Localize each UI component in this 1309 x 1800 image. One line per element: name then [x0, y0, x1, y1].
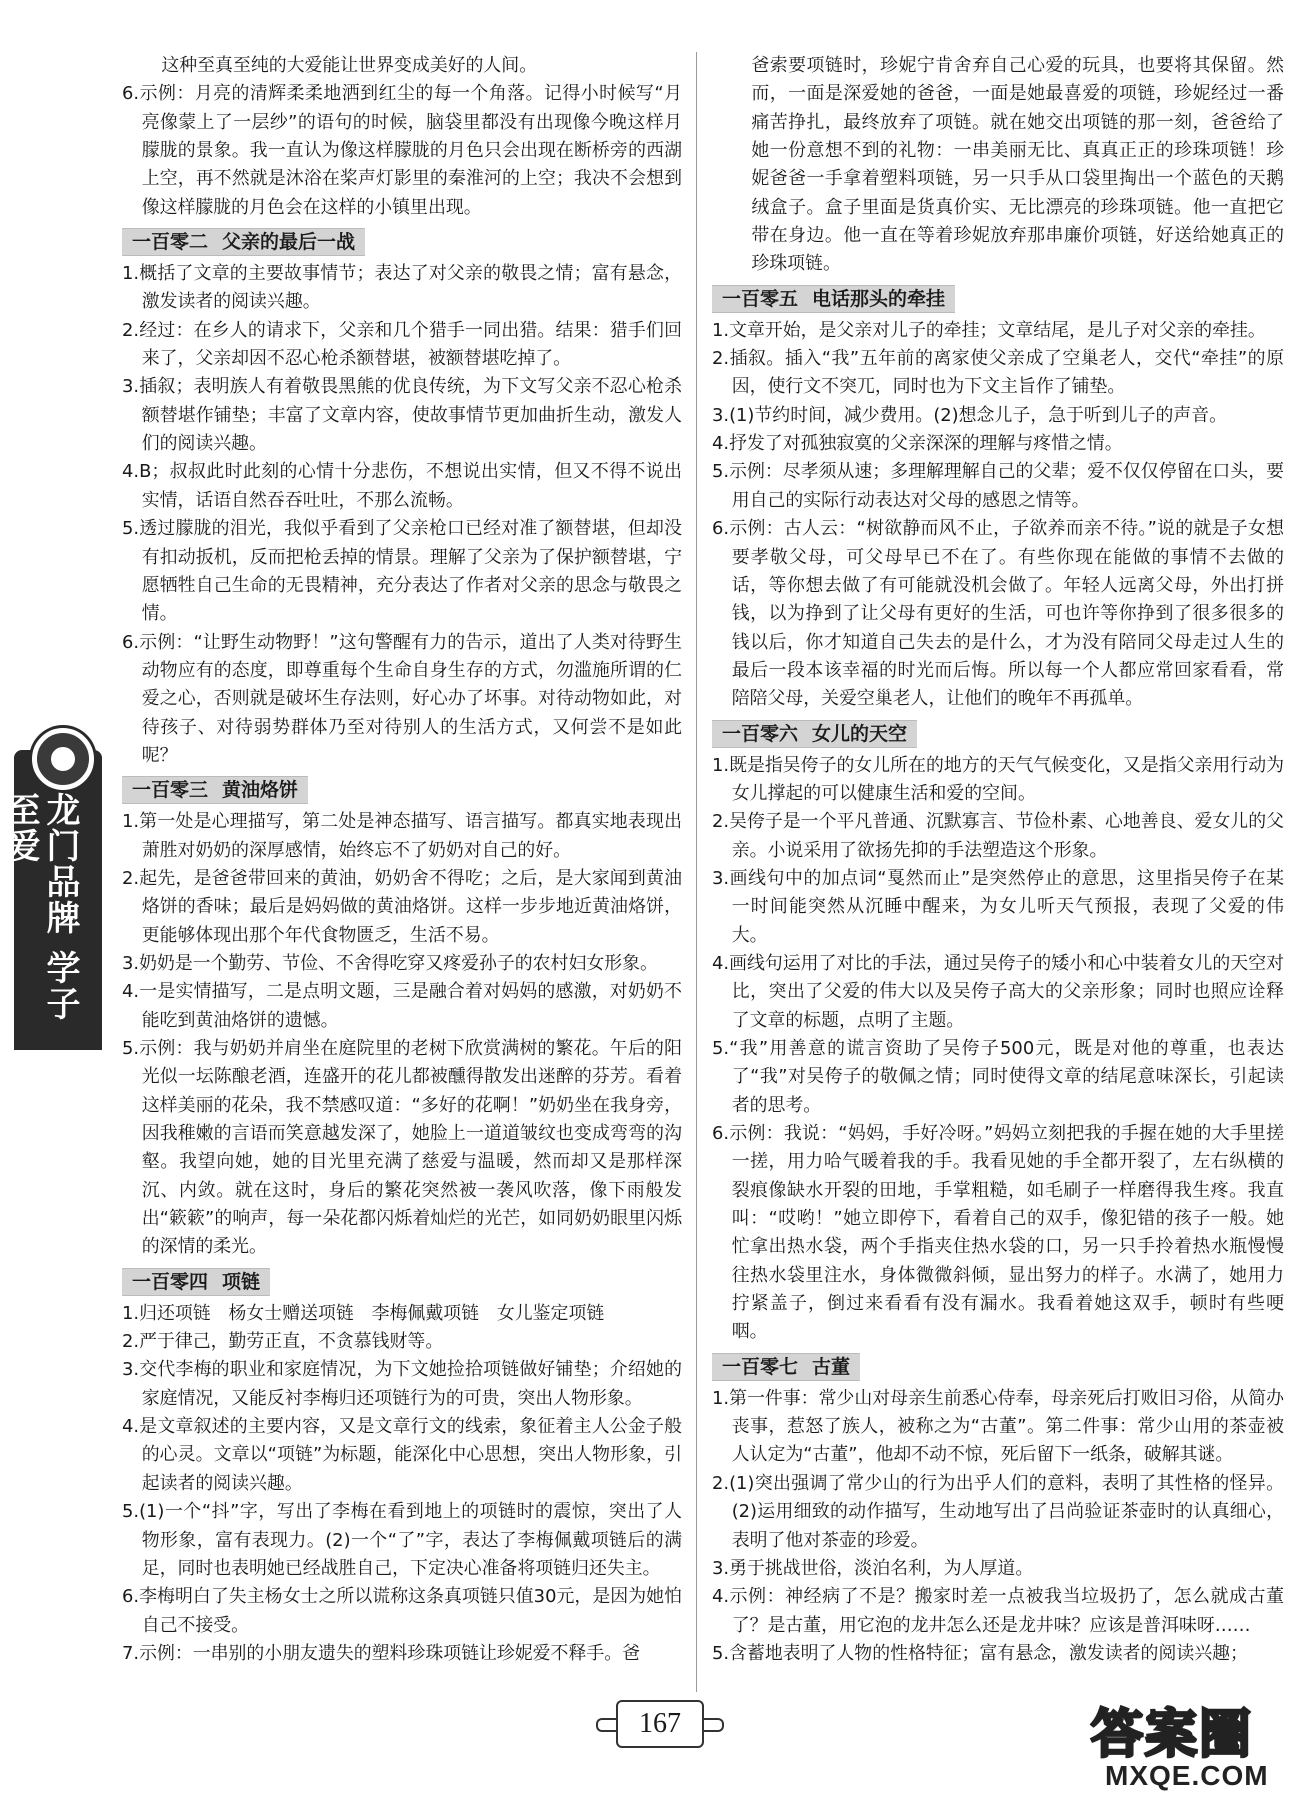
section-header — [122, 770, 682, 808]
side-banner — [0, 750, 102, 1050]
answer-item: 2.(1)突出强调了常少山的行为出乎人们的意料，表明了其性格的怪异。(2)运用细致的动作描写，生动地写出了吕尚验证茶壶时的认真细心，表明了他对茶壶的珍爱。 — [712, 1472, 1284, 1551]
answer-item: 3.画线句中的加点词“戛然而止”是突然停止的意思，这里指吴侉子在某一时间能突然从沉睡中醒来，为女儿听天气预报，表现了父爱的伟大。 — [712, 867, 1284, 946]
right-column — [712, 52, 1284, 1668]
left-column — [122, 52, 682, 1668]
column-divider — [696, 52, 697, 1692]
answer-item: 6.示例：“让野生动物野！”这句警醒有力的告示，道出了人类对待野生动物应有的态度，即尊重每个生命自身生存的方式，勿滥施所谓的仁爱之心，否则就是破坏生存法则，好心办了坏事。对待动物如此，对待孩子、对待弱势群体乃至对待别人的生活方式，又何尝不是如此呢？ — [122, 631, 682, 766]
answer-item: 2.经过：在乡人的请求下，父亲和几个猎手一同出猎。结果：猎手们回来了，父亲却因不忍心枪杀额替堪，被额替堪吃掉了。 — [122, 319, 682, 370]
answer-item: 4.B；叔叔此时此刻的心情十分悲伤，不想说出实情，但又不得不说出实情，话语自然吞吞吐吐，不那么流畅。 — [122, 461, 682, 511]
watermark-logo — [1091, 1692, 1299, 1796]
answer-item: 6.示例：月亮的清辉柔柔地洒到红尘的每一个角落。记得小时候写“月亮像蒙上了一层纱”的语句的时候，脑袋里都没有出现像今晚这样月朦胧的景象。我一直认为像这样朦胧的月色只会出现在断桥旁的西湖上空，再不然就是沐浴在桨声灯影里的秦淮河的上空；我决不会想到像这样朦胧的月色会在这样的小镇里出现。 — [122, 83, 682, 218]
answer-item: 4.是文章叙述的主要内容，又是文章行文的线索，象征着主人公金子般的心灵。文章以“项链”为标题，能深化中心思想，突出人物形象，引起读者的阅读兴趣。 — [122, 1416, 682, 1494]
answer-item: 6.示例：古人云：“树欲静而风不止，子欲养而亲不待。”说的就是子女想要孝敬父母，可父母早已不在了。有些你现在能做的事情不去做的话，等你想去做了有可能就没机会做了。年轻人远离父母，外出打拼钱，以为挣到了让父母有更好的生活，可也许等你挣到了很多很多的钱以后，你才知道自己失去的是什么，才为没有陪同父母走过人生的最后一段本该幸福的时光而后悔。所以每一个人都应常回家看看，常陪陪父母，关爱空巢老人，让他们的晚年不再孤单。 — [712, 518, 1284, 710]
section-name: 项链 — [222, 1270, 261, 1293]
answer-item: 3.插叙；表明族人有着敬畏黑熊的优良传统，为下文写父亲不忍心枪杀额替堪作铺垫；丰富了文章内容，使故事情节更加曲折生动，激发人们的阅读兴趣。 — [122, 376, 682, 455]
section-name: 古董 — [812, 1355, 851, 1378]
section-header — [122, 222, 682, 260]
watermark-url: MXQE.COM — [1105, 1760, 1269, 1791]
banner-circle-icon — [32, 728, 94, 790]
page-number: 167 — [616, 1700, 704, 1748]
section-title — [712, 720, 917, 748]
answer-item: 2.吴侉子是一个平凡普通、沉默寡言、节俭朴素、心地善良、爱女儿的父亲。小说采用了欲扬先抑的手法塑造这个形象。 — [712, 811, 1284, 861]
section-name: 电话那头的牵挂 — [812, 287, 946, 310]
side-banner-text: 龙门品牌 学子至爱 — [0, 792, 80, 1022]
answer-item: 5.示例：尽孝须从速；多理解理解自己的父辈；爱不仅仅停留在口头，要用自己的实际行动表达对父母的感恩之情等。 — [712, 461, 1284, 511]
answer-item: 4.画线句运用了对比的手法，通过吴侉子的矮小和心中装着女儿的天空对比，突出了父爱的伟大以及吴侉子高大的父亲形象；同时也照应诠释了文章的标题，点明了主题。 — [712, 952, 1284, 1031]
section-title — [122, 228, 365, 256]
answer-continuation: 这种至真至纯的大爱能让世界变成美好的人间。 — [161, 55, 538, 76]
answer-item: 3.勇于挑战世俗，淡泊名利，为人厚道。 — [712, 1557, 1034, 1579]
answer-item: 1.概括了文章的主要故事情节；表达了对父亲的敬畏之情；富有悬念，激发读者的阅读兴趣。 — [122, 263, 682, 313]
answer-item: 4.抒发了对孤独寂寞的父亲深深的理解与疼惜之情。 — [712, 433, 1123, 455]
answer-item: 4.一是实情描写，二是点明文题，三是融合着对妈妈的感激，对奶奶不能吃到黄油烙饼的遗憾。 — [122, 981, 682, 1031]
section-number: 一百零三 — [132, 779, 209, 802]
answer-item: 1.文章开始，是父亲对儿子的牵挂；文章结尾，是儿子对父亲的牵挂。 — [712, 319, 1266, 341]
answer-item: 4.示例：神经病了不是？搬家时差一点被我当垃圾扔了，怎么就成古董了？是古董，用它泡的龙井怎么还是龙井味？应该是普洱味呀…… — [712, 1586, 1284, 1636]
answer-item: 6.李梅明白了失主杨女士之所以谎称这条真项链只值30元，是因为她怕自己不接受。 — [122, 1586, 682, 1636]
section-title — [122, 776, 308, 804]
section-number: 一百零五 — [722, 287, 799, 310]
section-header — [712, 714, 1284, 752]
answer-item: 3.交代李梅的职业和家庭情况，为下文她捡拾项链做好铺垫；介绍她的家庭情况，又能反衬李梅归还项链行为的可贵，突出人物形象。 — [122, 1359, 682, 1409]
answer-item: 5.“我”用善意的谎言资助了吴侉子500元，既是对他的尊重，也表达了“我”对吴侉子的敬佩之情；同时使得文章的结尾意味深长，引起读者的思考。 — [712, 1038, 1284, 1116]
answer-item: 1.归还项链 杨女士赠送项链 李梅佩戴项链 女儿鉴定项链 — [122, 1302, 605, 1324]
answer-item: 5.示例：我与奶奶并肩坐在庭院里的老树下欣赏满树的繁花。午后的阳光似一坛陈酿老酒，连盛开的花儿都被醺得散发出迷醉的芬芳。看着这样美丽的花朵，我不禁感叹道：“多好的花啊！”奶奶坐在我身旁，因我稚嫩的言语而笑意越发深了，她脸上一道道皱纹也变成弯弯的沟壑。我望向她，她的目光里充满了慈爱与温暖，然而却又是那样深沉、内敛。就在这时，身后的繁花突然被一袭风吹落，像下雨般发出“簌簌”的响声，每一朵花都闪烁着灿烂的光芒，如同奶奶眼里闪烁的深情的柔光。 — [122, 1038, 682, 1258]
answer-item: 5.含蓄地表明了人物的性格特征；富有悬念，激发读者的阅读兴趣； — [712, 1642, 1248, 1664]
section-number: 一百零六 — [722, 722, 799, 745]
section-name: 女儿的天空 — [812, 722, 908, 745]
answer-item: 7.示例：一串别的小朋友遗失的塑料珍珠项链让珍妮爱不释手。爸 — [122, 1642, 641, 1664]
answer-item: 2.严于律己，勤劳正直，不贪慕钱财等。 — [122, 1331, 444, 1353]
answer-item: 2.插叙。插入“我”五年前的离家使父亲成了空巢老人，交代“牵挂”的原因，使行文不突兀，同时也为下文主旨作了铺垫。 — [712, 348, 1284, 398]
section-number: 一百零四 — [132, 1270, 209, 1293]
answer-item: 5.透过朦胧的泪光，我似乎看到了父亲枪口已经对准了额替堪，但却没有扣动扳机，反而把枪丢掉的情景。理解了父亲为了保护额替堪，宁愿牺牲自己生命的无畏精神，充分表达了作者对父亲的思念与敬畏之情。 — [122, 518, 682, 625]
section-number: 一百零七 — [722, 1355, 799, 1378]
section-number: 一百零二 — [132, 231, 209, 254]
section-title — [712, 1353, 860, 1381]
section-header — [712, 1347, 1284, 1385]
answer-item: 5.(1)一个“抖”字，写出了李梅在看到地上的项链时的震惊，突出了人物形象，富有表现力。(2)一个“了”字，表达了李梅佩戴项链后的满足，同时也表明她已经战胜自己，下定决心准备将项链归还失主。 — [122, 1501, 682, 1579]
section-header — [712, 279, 1284, 317]
answer-item: 3.(1)节约时间，减少费用。(2)想念儿子，急于听到儿子的声音。 — [712, 404, 1228, 426]
section-header — [122, 1262, 682, 1300]
section-title — [712, 285, 955, 313]
answer-item: 1.既是指吴侉子的女儿所在的地方的天气气候变化，又是指父亲用行动为女儿撑起的可以健康生活和爱的空间。 — [712, 754, 1284, 804]
section-title — [122, 1268, 270, 1296]
answer-item: 3.奶奶是一个勤劳、节俭、不舍得吃穿又疼爱孙子的农村妇女形象。 — [122, 952, 658, 974]
section-name: 黄油烙饼 — [222, 779, 299, 802]
answer-item: 1.第一处是心理描写，第二处是神态描写、语言描写。都真实地表现出萧胜对奶奶的深厚感情，始终忘不了奶奶对自己的好。 — [122, 811, 682, 861]
answer-continuation: 爸索要项链时，珍妮宁肯舍弃自己心爱的玩具，也要将其保留。然而，一面是深爱她的爸爸，一面是她最喜爱的项链，珍妮经过一番痛苦挣扎，最终放弃了项链。就在她交出项链的那一刻，爸爸给了她一份意想不到的礼物：一串美丽无比、真真正正的珍珠项链！珍妮爸爸一手拿着塑料项链，另一只手从口袋里掏出一个蓝色的天鹅绒盒子。盒子里面是货真价实、无比漂亮的珍珠项链。他一直把它带在身边。他一直在等着珍妮放弃那串廉价项链，好送给她真正的珍珠项链。 — [751, 55, 1284, 275]
answer-item: 6.示例：我说：“妈妈，手好冷呀。”妈妈立刻把我的手握在她的大手里搓一搓，用力哈气暖着我的手。我看见她的手全都开裂了，左右纵横的裂痕像缺水开裂的田地，手掌粗糙，如毛刷子一样磨得我生疼。我直叫：“哎哟！”她立即停下，看着自己的双手，像犯错的孩子一般。她忙拿出热水袋，两个手指夹住热水袋的口，另一只手拎着热水瓶慢慢往热水袋里注水，身体微微斜倾，显出努力的样子。水满了，她用力拧紧盖子，倒过来看看有没有漏水。我看着她这双手，顿时有些哽咽。 — [712, 1123, 1284, 1343]
section-name: 父亲的最后一战 — [222, 231, 356, 254]
answer-item: 1.第一件事：常少山对母亲生前悉心侍奉，母亲死后打败旧习俗，从简办丧事，惹怒了族人，被称之为“古董”。第二件事：常少山用的茶壶被人认定为“古董”，他却不动不惊，死后留下一纸条，破解其谜。 — [712, 1387, 1284, 1466]
answer-item: 2.起先，是爸爸带回来的黄油，奶奶舍不得吃；之后，是大家闻到黄油烙饼的香味；最后是妈妈做的黄油烙饼。这样一步步地近黄油烙饼，更能够体现出那个年代食物匮乏，生活不易。 — [122, 867, 682, 946]
watermark-title: 答案圈 — [1091, 1705, 1254, 1765]
